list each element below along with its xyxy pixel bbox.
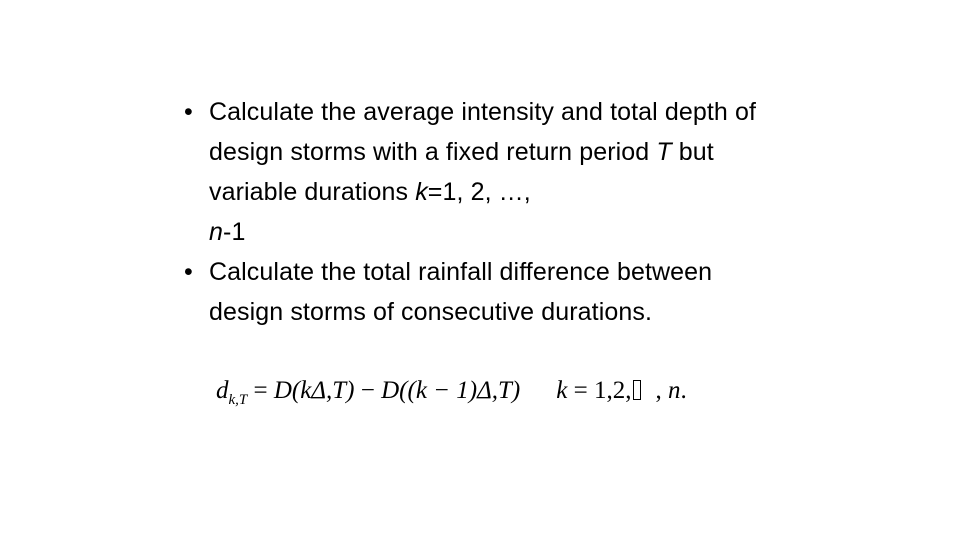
rainfall-difference-formula	[216, 371, 776, 411]
formula-lhs-subscript: k,T	[228, 392, 248, 408]
formula-condition-end: ,	[655, 377, 668, 404]
formula-period: .	[680, 377, 687, 404]
bullet-icon: •	[184, 98, 193, 126]
variable-n: n	[209, 218, 224, 246]
formula-term1: D(kΔ,T)	[273, 377, 355, 404]
bullet-text-part: Calculate the average intensity and total depth of design storms with a fixed return period	[209, 98, 757, 166]
bullet-text-part: but variable durations	[209, 138, 714, 206]
formula-condition-last: n	[667, 377, 681, 404]
formula-minus: −	[354, 377, 382, 404]
formula-lhs: d	[216, 377, 229, 404]
variable-T: T	[656, 138, 672, 166]
bullet-text-part: -1	[223, 218, 246, 246]
formula-equals: =	[247, 377, 274, 404]
formula-term2: D((k − 1)Δ,T)	[381, 377, 521, 404]
formula-condition-eq: = 1,2,	[567, 377, 632, 404]
formula-condition-var: k	[556, 377, 568, 404]
missing-glyph-icon	[633, 380, 641, 400]
bullet-item	[184, 252, 784, 332]
bullet-item	[184, 92, 784, 252]
variable-k: k	[415, 178, 428, 206]
bullet-icon: •	[184, 258, 193, 286]
bullet-list	[184, 92, 784, 332]
bullet-text-part: =1, 2, …,	[427, 178, 531, 206]
bullet-text: Calculate the total rainfall difference between design storms of consecutive durations.	[209, 258, 713, 326]
bullet-text	[209, 98, 756, 246]
